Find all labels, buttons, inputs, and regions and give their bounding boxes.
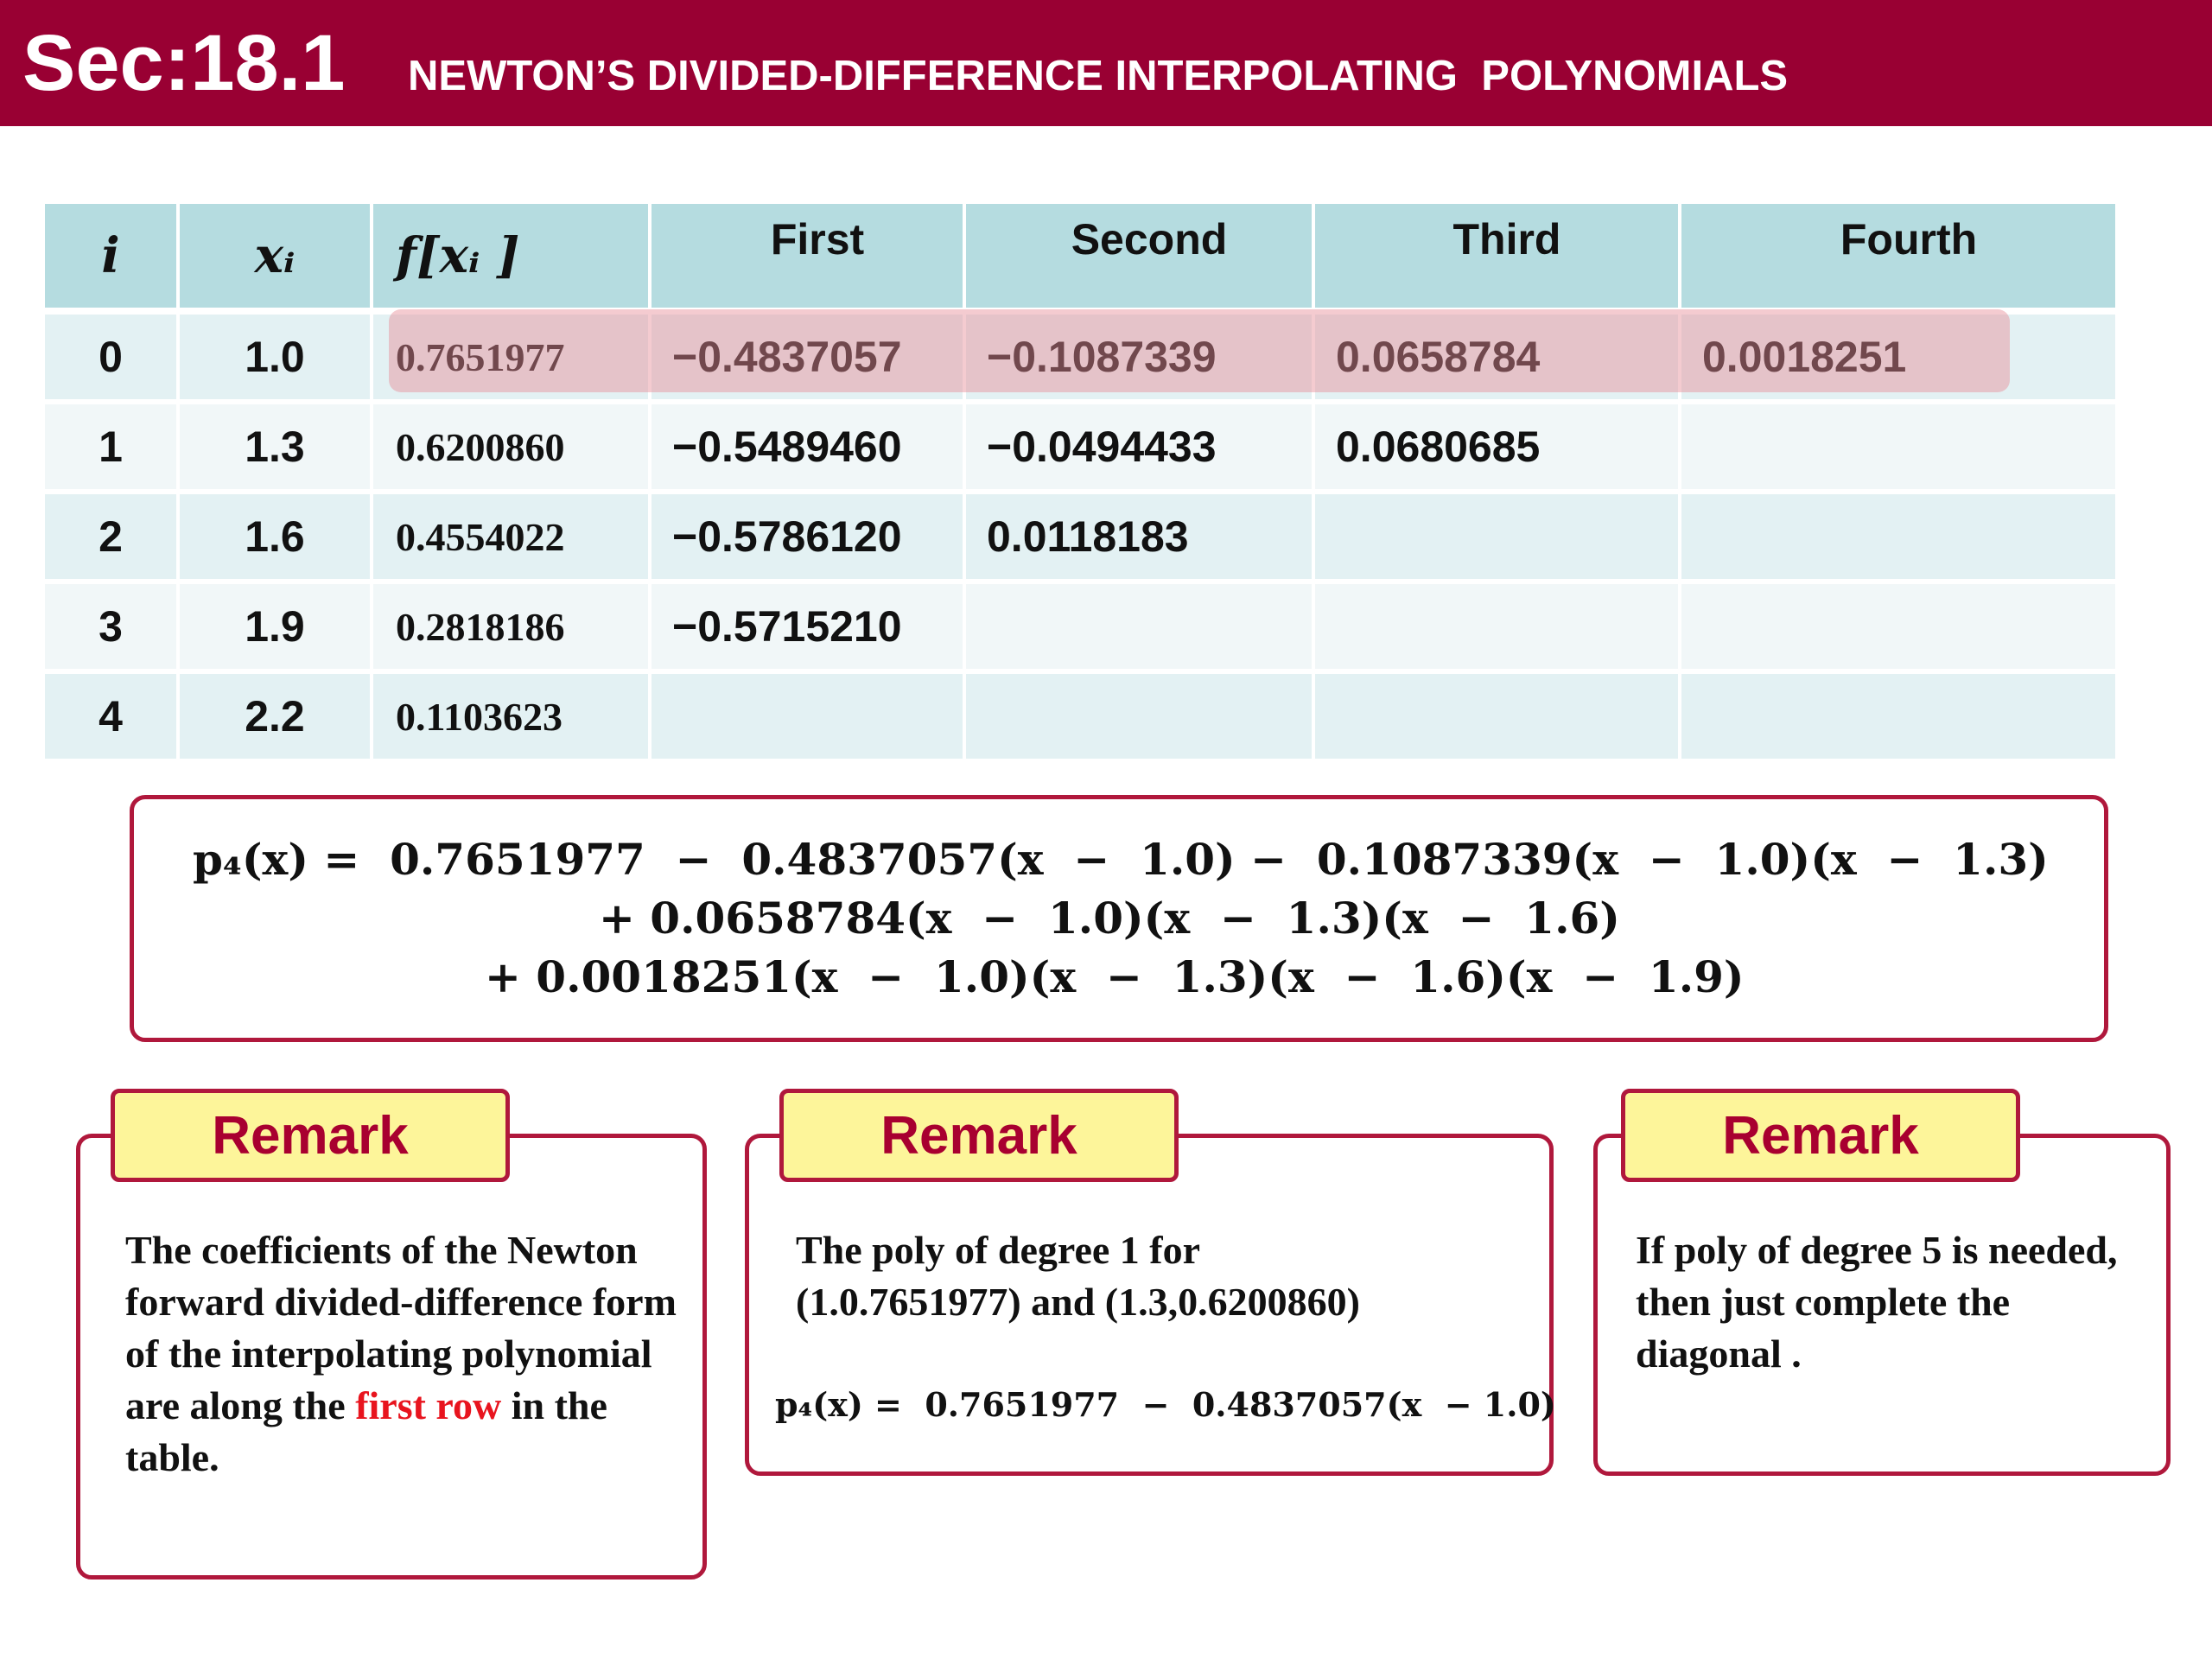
polynomial-line-2: + 0.0658784(x − 1.0)(x − 1.3)(x − 1.6) <box>599 893 1620 944</box>
cell-first: −0.5786120 <box>652 494 966 579</box>
table-row <box>45 404 2115 489</box>
cell-third <box>1315 674 1681 759</box>
cell-fourth: 0.0018251 <box>1702 333 1907 381</box>
cell-second: −0.0494433 <box>966 404 1315 489</box>
remark-1-text <box>125 1224 696 1484</box>
cell-f: 0.4554022 <box>373 494 652 579</box>
cell-second <box>966 584 1315 669</box>
cell-f: 0.1103623 <box>373 674 652 759</box>
header-fourth: Fourth <box>1840 215 1978 264</box>
header-f: f[xᵢ ] <box>373 204 652 308</box>
cell-i: 1 <box>45 404 180 489</box>
cell-fourth <box>1681 494 2115 579</box>
header-first: First <box>652 204 966 308</box>
cell-x: 1.3 <box>180 404 373 489</box>
remark-label-3: Remark <box>1621 1089 2020 1182</box>
header-third: Third <box>1315 204 1681 308</box>
polynomial-box <box>130 795 2108 1042</box>
remark-2-line-1: The poly of degree 1 for <box>796 1228 1201 1272</box>
cell-x: 2.2 <box>180 674 373 759</box>
cell-third <box>1315 584 1681 669</box>
polynomial-line-3: + 0.0018251(x − 1.0)(x − 1.3)(x − 1.6)(x − 1.9) <box>485 951 1745 1002</box>
remark-box-1 <box>76 1134 707 1580</box>
cell-x: 1.9 <box>180 584 373 669</box>
section-number: Sec:18.1 <box>22 19 346 107</box>
cell-i: 4 <box>45 674 180 759</box>
cell-x: 1.0 <box>180 315 373 399</box>
remark-2-formula: p₄(x) = 0.7651977 − 0.4837057(x − 1.0) <box>775 1385 1556 1424</box>
cell-f: 0.6200860 <box>373 404 652 489</box>
cell-first: −0.5715210 <box>652 584 966 669</box>
remark-2-line-2: (1.0.7651977) and (1.3,0.6200860) <box>796 1280 1360 1324</box>
cell-fourth <box>1681 674 2115 759</box>
cell-fourth <box>1681 404 2115 489</box>
cell-first: −0.5489460 <box>652 404 966 489</box>
remark-1-text-end: in the table. <box>125 1383 607 1479</box>
table-row <box>45 674 2115 759</box>
remark-box-3 <box>1593 1134 2171 1476</box>
page-title: NEWTON’S DIVIDED-DIFFERENCE INTERPOLATING POLYNOMIALS <box>408 53 1789 99</box>
table-row <box>45 494 2115 579</box>
cell-second <box>966 674 1315 759</box>
table-row <box>45 584 2115 669</box>
cell-i: 3 <box>45 584 180 669</box>
remark-label-1: Remark <box>111 1089 510 1182</box>
cell-third: 0.0680685 <box>1315 404 1681 489</box>
remark-box-2 <box>745 1134 1554 1476</box>
remark-label-2: Remark <box>779 1089 1179 1182</box>
cell-second: −0.1087339 <box>966 315 1315 399</box>
cell-second: 0.0118183 <box>966 494 1315 579</box>
cell-x: 1.6 <box>180 494 373 579</box>
remark-1-text-start: The coefficients of the Newton forward divided-difference form of the interpolating polynomial are along the <box>125 1228 677 1427</box>
cell-third <box>1315 494 1681 579</box>
cell-f: 0.7651977 <box>373 315 652 399</box>
cell-third: 0.0658784 <box>1315 315 1681 399</box>
cell-i: 2 <box>45 494 180 579</box>
polynomial-line-1: p₄(x) = 0.7651977 − 0.4837057(x − 1.0) − 0.1087339(x − 1.0)(x − 1.3) <box>193 834 2049 885</box>
table-row <box>45 315 2115 399</box>
cell-first: −0.4837057 <box>652 315 966 399</box>
cell-fourth <box>1681 584 2115 669</box>
header-i: i <box>45 204 180 308</box>
table-header-row <box>45 204 2115 308</box>
cell-f: 0.2818186 <box>373 584 652 669</box>
cell-i: 0 <box>45 315 180 399</box>
header-x: xᵢ <box>180 204 373 308</box>
remark-1-highlight: first row <box>355 1383 502 1427</box>
remark-3-text: If poly of degree 5 is needed, then just complete the diagonal . <box>1636 1228 2118 1376</box>
header-second: Second <box>966 204 1315 308</box>
header-bar <box>0 0 2212 126</box>
cell-first <box>652 674 966 759</box>
